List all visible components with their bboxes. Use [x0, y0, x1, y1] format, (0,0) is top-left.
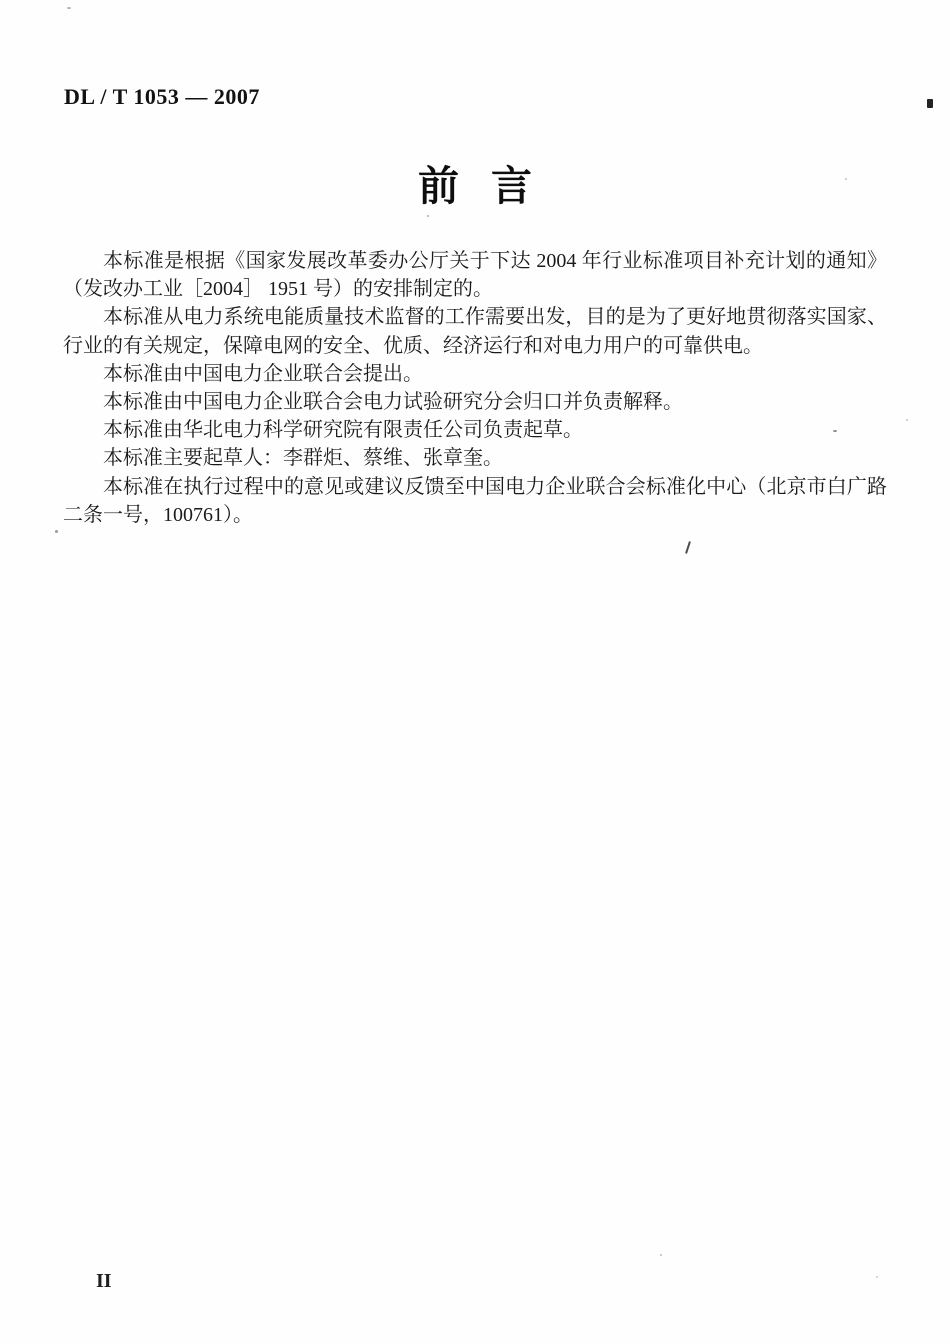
page-title: [0, 163, 950, 209]
scan-ink-mark: [927, 99, 933, 108]
standard-number: DL / T 1053 — 2007: [64, 84, 260, 109]
foreword-body: [63, 247, 887, 529]
page-number: II: [96, 1270, 112, 1292]
paragraph-drafters: 本标准主要起草人：李群炬、蔡维、张章奎。: [103, 447, 503, 470]
scan-speck: [906, 419, 908, 421]
scan-speck: [427, 215, 429, 217]
paragraph-basis: 本标准是根据《国家发展改革委办公厅关于下达 2004 年行业标准项目补充计划的通知》（发改办工业［2004］ 1951 号）的安排制定的。: [63, 250, 887, 301]
paragraph-managed-by: 本标准由中国电力企业联合会电力试验研究分会归口并负责解释。: [103, 391, 683, 414]
paragraph-purpose: 本标准从电力系统电能质量技术监督的工作需要出发，目的是为了更好地贯彻落实国家、行业的有关规定，保障电网的安全、优质、经济运行和对电力用户的可靠供电。: [63, 306, 887, 357]
scan-speck: [876, 1276, 878, 1278]
paragraph-feedback: 本标准在执行过程中的意见或建议反馈至中国电力企业联合会标准化中心（北京市白广路二条一号，100761）。: [63, 475, 887, 526]
scan-speck: [660, 1254, 662, 1256]
title-char-2: 言: [491, 163, 532, 209]
scan-speck: [67, 7, 71, 9]
paragraph-proposed-by: 本标准由中国电力企业联合会提出。: [103, 362, 423, 385]
scan-slash-mark: [685, 541, 691, 554]
scan-speck: [55, 530, 58, 533]
paragraph-drafted-by: 本标准由华北电力科学研究院有限责任公司负责起草。: [103, 419, 583, 442]
title-char-1: 前: [418, 163, 459, 209]
